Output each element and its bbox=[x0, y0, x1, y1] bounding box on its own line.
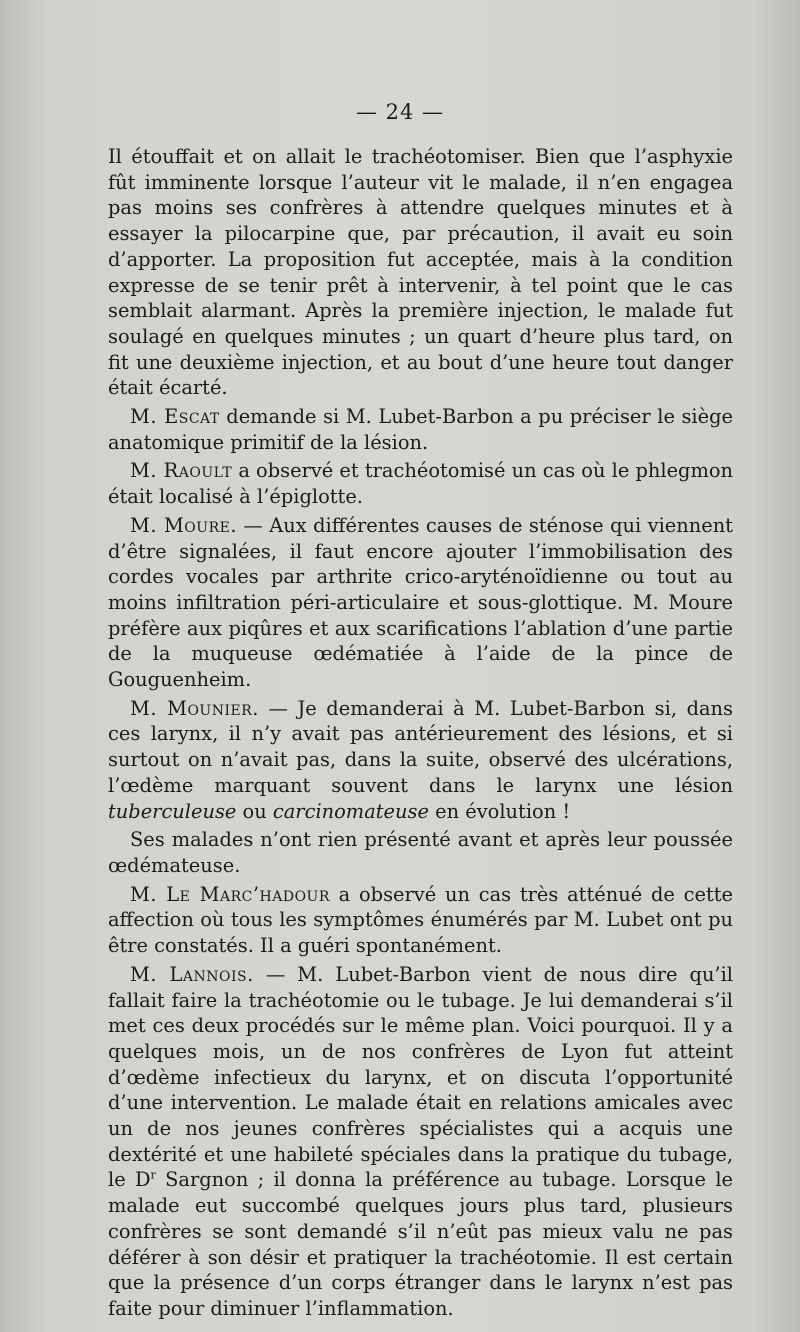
paragraph-text: — Je demanderai à M. Lubet-Barbon si, dans ces larynx, il n’y avait pas antérieurement des lésions, et si surtout on n’avait pas, dans la suite, observé des ulcérations, l’œdème marquant souvent dans le larynx une lésion bbox=[108, 696, 733, 797]
speaker-name: M. Le Marc’hadour bbox=[130, 882, 330, 906]
paragraph-mounier bbox=[108, 696, 733, 825]
speaker-name: M. Lannois. bbox=[130, 962, 254, 986]
speaker-name: M. Moure. bbox=[130, 513, 237, 537]
paragraph-lannois bbox=[108, 962, 733, 1322]
speaker-name: M. Raoult bbox=[130, 459, 233, 483]
paragraph-text: demande si M. Lubet-Barbon a pu préciser le siège anatomique primitif de la lésion. bbox=[108, 405, 733, 454]
paragraph-text: a observé un cas très atténué de cette affection où tous les symptômes énumérés par M. Lubet ont pu être constatés. Il a guéri spontanément. bbox=[108, 882, 734, 958]
italic-term: carcinomateuse bbox=[272, 799, 429, 823]
paragraph-escat bbox=[108, 404, 733, 455]
paragraph-raoult bbox=[108, 458, 733, 509]
italic-term: tuberculeuse bbox=[108, 799, 237, 823]
speaker-name: M. Mounier. bbox=[130, 696, 259, 720]
paragraph-text: en évolution ! bbox=[428, 799, 571, 823]
paragraph-text: Ses malades n’ont rien présenté avant et après leur poussée œdémateuse. bbox=[108, 828, 733, 877]
paragraph-text: Sargnon ; il donna la préférence au tubage. Lorsque le malade eut succombé quelques jours plus tard, plusieurs confrères se sont demandé s’il n’eût pas mieux valu ne pas déférer à son désir et pratiquer la trachéotomie. Il est certain que la présence d’un corps étranger dans le larynx n’est pas faite pour diminuer l’inflammation. bbox=[108, 1168, 733, 1320]
paragraph-1 bbox=[108, 144, 733, 401]
paragraph-text: Il étouffait et on allait le trachéotomiser. Bien que l’asphyxie fût imminente lorsque l’auteur vit le malade, il n’en engagea pas moins ses confrères à attendre quelques minutes et à essayer la pilocarpine que, par précaution, il avait eu soin d’apporter. La proposition fut acceptée, mais à la condition expresse de se tenir prêt à intervenir, à tel point que le cas semblait alarmant. Après la première injection, le malade fut soulagé en quelques minutes ; un quart d’heure plus tard, on fit une deuxième injection, et au bout d’une heure tout danger était écarté. bbox=[108, 145, 733, 400]
paragraph-text: ou bbox=[236, 799, 273, 823]
paragraph-text: a observé et trachéotomisé un cas où le phlegmon était localisé à l’épiglotte. bbox=[108, 459, 734, 509]
speaker-name: M. Escat bbox=[130, 405, 220, 429]
superscript: r bbox=[150, 1168, 156, 1182]
page-number: — 24 — bbox=[355, 100, 445, 124]
paragraph-moure bbox=[108, 513, 733, 693]
paragraph-text: — M. Lubet-Barbon vient de nous dire qu’il fallait faire la trachéotomie ou le tubage. Je lui demanderai s’il met ces deux procédés sur le même plan. Voici pourquoi. Il y a quelques mois, un de nos confrères de Lyon fut atteint d’œdème infectieux du larynx, et on discuta l’opportunité d’une intervention. Le malade était en relations amicales avec un de nos jeunes confrères spécialistes qui a acquis une dextérité et une habileté spéciales dans la pratique du tubage, le D bbox=[108, 962, 733, 1192]
paragraph-ses-malades bbox=[108, 827, 733, 878]
paragraph-le-marchadour bbox=[108, 882, 733, 959]
paragraph-text: — Aux différentes causes de sténose qui viennent d’être signalées, il faut encore ajouter l’immobilisation des cordes vocales par arthrite crico-aryténoïdienne ou tout au moins infiltration péri-articulaire et sous-glottique. M. Moure préfère aux piqûres et aux scarifications l’ablation d’une partie de la muqueuse œdématiée à l’aide de la pince de Gouguenheim. bbox=[108, 513, 733, 692]
body-text bbox=[108, 144, 733, 1325]
